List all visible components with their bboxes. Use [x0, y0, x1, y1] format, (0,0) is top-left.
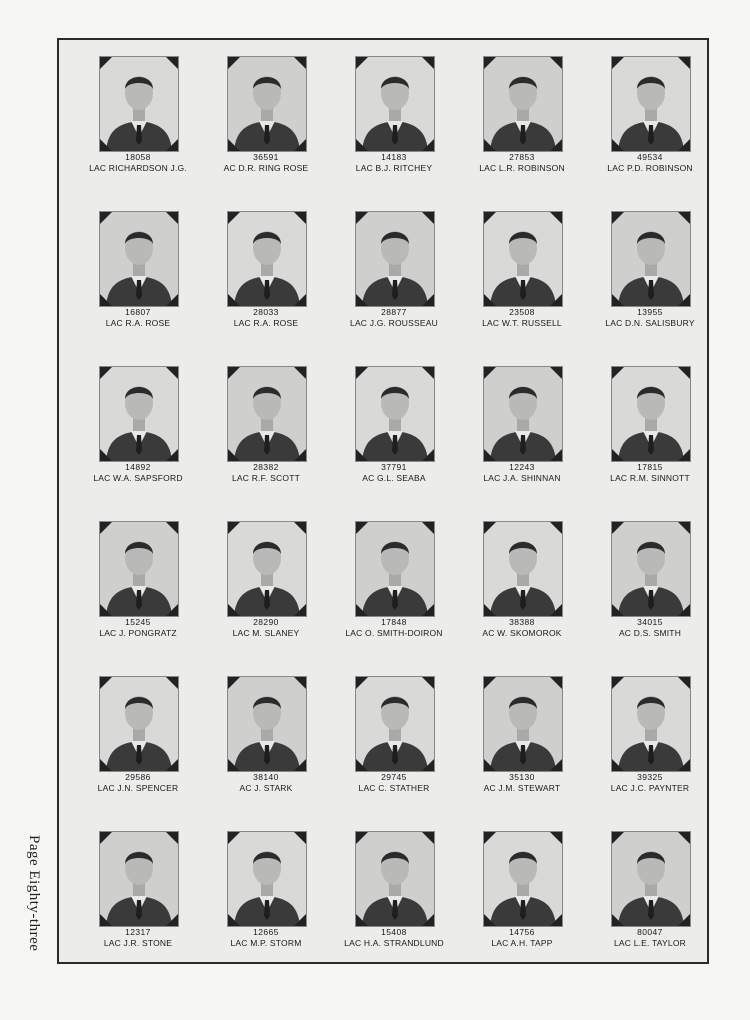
photo-corner-mount: [421, 138, 435, 152]
portrait-card: [199, 815, 327, 965]
photo-corner-mount: [677, 138, 691, 152]
portrait-card: [583, 195, 711, 345]
photo-corner-mount: [227, 293, 241, 307]
portrait-card: [455, 505, 583, 655]
photo-corner-mount: [99, 676, 113, 690]
person-name: LAC J.N. SPENCER: [97, 783, 179, 793]
photo-corner-mount: [421, 831, 435, 845]
portrait-card: [583, 505, 711, 655]
photo-corner-mount: [293, 211, 307, 225]
photo-corner-mount: [355, 603, 369, 617]
photo-corner-mount: [165, 293, 179, 307]
photo-corner-mount: [99, 293, 113, 307]
portrait-silhouette: [228, 677, 306, 771]
person-name: LAC R.F. SCOTT: [232, 473, 300, 483]
person-name: LAC W.A. SAPSFORD: [93, 473, 183, 483]
person-name: AC G.L. SEABA: [362, 473, 426, 483]
portrait-photo: [355, 366, 435, 462]
photo-corner-mount: [99, 138, 113, 152]
photo-corner-mount: [293, 913, 307, 927]
service-number: 80047: [637, 927, 663, 937]
portrait-silhouette: [484, 212, 562, 306]
portrait-card: [455, 40, 583, 190]
person-name: LAC W.T. RUSSELL: [482, 318, 562, 328]
person-name: LAC A.H. TAPP: [491, 938, 553, 948]
portrait-photo: [227, 831, 307, 927]
portrait-silhouette: [356, 677, 434, 771]
portrait-card: [199, 195, 327, 345]
photo-corner-mount: [227, 603, 241, 617]
photo-corner-mount: [611, 676, 625, 690]
portrait-photo: [483, 56, 563, 152]
photo-corner-mount: [293, 758, 307, 772]
service-number: 38140: [253, 772, 279, 782]
portrait-silhouette: [356, 212, 434, 306]
service-number: 15408: [381, 927, 407, 937]
portrait-card: [199, 350, 327, 500]
photo-corner-mount: [549, 138, 563, 152]
portrait-photo: [483, 521, 563, 617]
photo-corner-mount: [227, 56, 241, 70]
photo-corner-mount: [677, 758, 691, 772]
portrait-photo: [227, 211, 307, 307]
photo-corner-mount: [227, 521, 241, 535]
photo-corner-mount: [549, 603, 563, 617]
service-number: 28033: [253, 307, 279, 317]
photo-corner-mount: [355, 758, 369, 772]
photo-corner-mount: [611, 293, 625, 307]
photo-corner-mount: [227, 138, 241, 152]
person-name: AC J. STARK: [239, 783, 293, 793]
portrait-card: [455, 350, 583, 500]
person-name: LAC M. SLANEY: [232, 628, 300, 638]
photo-corner-mount: [99, 211, 113, 225]
photo-corner-mount: [355, 293, 369, 307]
photo-corner-mount: [677, 521, 691, 535]
photo-corner-mount: [355, 913, 369, 927]
person-name: LAC RICHARDSON J.G.: [89, 163, 187, 173]
photo-corner-mount: [355, 366, 369, 380]
portrait-silhouette: [484, 367, 562, 461]
service-number: 49534: [637, 152, 663, 162]
portrait-card: [327, 660, 455, 810]
photo-corner-mount: [611, 913, 625, 927]
portrait-silhouette: [100, 57, 178, 151]
portrait-card: [455, 195, 583, 345]
portrait-card: [327, 40, 455, 190]
portrait-silhouette: [228, 57, 306, 151]
service-number: 28877: [381, 307, 407, 317]
photo-corner-mount: [355, 211, 369, 225]
photo-corner-mount: [677, 913, 691, 927]
person-name: LAC O. SMITH-DOIRON: [345, 628, 443, 638]
portrait-card: [327, 815, 455, 965]
portrait-photo: [355, 831, 435, 927]
service-number: 38388: [509, 617, 535, 627]
photo-corner-mount: [165, 56, 179, 70]
photo-corner-mount: [611, 831, 625, 845]
photo-corner-mount: [421, 448, 435, 462]
portrait-silhouette: [612, 212, 690, 306]
photo-corner-mount: [165, 831, 179, 845]
photo-corner-mount: [677, 676, 691, 690]
portrait-photo: [611, 831, 691, 927]
photo-corner-mount: [549, 521, 563, 535]
portrait-card: [583, 350, 711, 500]
service-number: 28290: [253, 617, 279, 627]
portrait-photo: [355, 676, 435, 772]
photo-corner-mount: [483, 211, 497, 225]
photo-corner-mount: [483, 676, 497, 690]
portrait-card: [71, 195, 199, 345]
portrait-silhouette: [100, 832, 178, 926]
photo-corner-mount: [549, 56, 563, 70]
portrait-silhouette: [228, 522, 306, 616]
service-number: 29745: [381, 772, 407, 782]
person-name: AC W. SKOMOROK: [482, 628, 562, 638]
photo-corner-mount: [165, 913, 179, 927]
portrait-silhouette: [484, 522, 562, 616]
photo-corner-mount: [611, 138, 625, 152]
photo-corner-mount: [677, 56, 691, 70]
photo-corner-mount: [483, 521, 497, 535]
portrait-photo: [99, 56, 179, 152]
service-number: 35130: [509, 772, 535, 782]
service-number: 15245: [125, 617, 151, 627]
person-name: LAC J. PONGRATZ: [99, 628, 177, 638]
photo-corner-mount: [293, 831, 307, 845]
portrait-silhouette: [100, 367, 178, 461]
photo-corner-mount: [355, 448, 369, 462]
portrait-silhouette: [356, 57, 434, 151]
photo-corner-mount: [355, 676, 369, 690]
portrait-silhouette: [356, 832, 434, 926]
photo-corner-mount: [549, 293, 563, 307]
photo-corner-mount: [227, 676, 241, 690]
portrait-card: [71, 350, 199, 500]
person-name: LAC M.P. STORM: [230, 938, 302, 948]
portrait-photo: [611, 56, 691, 152]
photo-corner-mount: [293, 676, 307, 690]
service-number: 37791: [381, 462, 407, 472]
photo-corner-mount: [549, 758, 563, 772]
photo-corner-mount: [355, 138, 369, 152]
portrait-card: [199, 660, 327, 810]
photo-corner-mount: [611, 603, 625, 617]
service-number: 18058: [125, 152, 151, 162]
person-name: LAC J.C. PAYNTER: [610, 783, 690, 793]
photo-corner-mount: [165, 603, 179, 617]
portrait-silhouette: [100, 522, 178, 616]
portrait-silhouette: [100, 677, 178, 771]
portrait-plate: [57, 38, 709, 964]
portrait-silhouette: [100, 212, 178, 306]
photo-corner-mount: [165, 211, 179, 225]
service-number: 14892: [125, 462, 151, 472]
photo-corner-mount: [611, 366, 625, 380]
service-number: 27853: [509, 152, 535, 162]
portrait-photo: [99, 831, 179, 927]
portrait-photo: [355, 56, 435, 152]
portrait-photo: [227, 56, 307, 152]
photo-corner-mount: [421, 676, 435, 690]
portrait-photo: [483, 676, 563, 772]
photo-corner-mount: [227, 831, 241, 845]
person-name: LAC P.D. ROBINSON: [607, 163, 693, 173]
portrait-photo: [99, 676, 179, 772]
portrait-photo: [99, 366, 179, 462]
service-number: 28382: [253, 462, 279, 472]
portrait-silhouette: [484, 832, 562, 926]
service-number: 23508: [509, 307, 535, 317]
photo-corner-mount: [165, 138, 179, 152]
service-number: 29586: [125, 772, 151, 782]
photo-corner-mount: [99, 366, 113, 380]
photo-corner-mount: [227, 758, 241, 772]
person-name: LAC L.R. ROBINSON: [479, 163, 565, 173]
photo-corner-mount: [355, 56, 369, 70]
service-number: 13955: [637, 307, 663, 317]
photo-corner-mount: [421, 211, 435, 225]
portrait-card: [71, 815, 199, 965]
photo-corner-mount: [549, 211, 563, 225]
portrait-silhouette: [612, 832, 690, 926]
service-number: 12665: [253, 927, 279, 937]
photo-corner-mount: [165, 758, 179, 772]
photo-corner-mount: [293, 448, 307, 462]
photo-corner-mount: [99, 758, 113, 772]
service-number: 14183: [381, 152, 407, 162]
photo-corner-mount: [549, 448, 563, 462]
portrait-photo: [227, 676, 307, 772]
photo-corner-mount: [293, 56, 307, 70]
photo-corner-mount: [677, 366, 691, 380]
portrait-photo: [611, 521, 691, 617]
photo-corner-mount: [421, 366, 435, 380]
portrait-photo: [483, 366, 563, 462]
photo-corner-mount: [483, 603, 497, 617]
portrait-photo: [99, 211, 179, 307]
person-name: LAC L.E. TAYLOR: [614, 938, 686, 948]
portrait-photo: [99, 521, 179, 617]
photo-corner-mount: [165, 676, 179, 690]
portrait-photo: [611, 676, 691, 772]
photo-corner-mount: [483, 56, 497, 70]
portrait-silhouette: [484, 57, 562, 151]
portrait-silhouette: [356, 522, 434, 616]
photo-corner-mount: [293, 293, 307, 307]
portrait-photo: [355, 521, 435, 617]
service-number: 12317: [125, 927, 151, 937]
photo-corner-mount: [677, 831, 691, 845]
portrait-silhouette: [612, 57, 690, 151]
photo-corner-mount: [421, 758, 435, 772]
person-name: LAC J.G. ROUSSEAU: [350, 318, 438, 328]
service-number: 36591: [253, 152, 279, 162]
portrait-card: [455, 660, 583, 810]
portrait-card: [583, 40, 711, 190]
service-number: 17848: [381, 617, 407, 627]
portrait-card: [199, 40, 327, 190]
portrait-photo: [611, 366, 691, 462]
photo-corner-mount: [677, 448, 691, 462]
photo-corner-mount: [483, 138, 497, 152]
portrait-card: [327, 195, 455, 345]
portrait-photo: [611, 211, 691, 307]
photo-corner-mount: [611, 448, 625, 462]
person-name: LAC R.A. ROSE: [233, 318, 299, 328]
portrait-silhouette: [612, 367, 690, 461]
person-name: LAC J.A. SHINNAN: [483, 473, 561, 483]
portrait-silhouette: [484, 677, 562, 771]
portrait-silhouette: [228, 367, 306, 461]
photo-corner-mount: [227, 211, 241, 225]
photo-corner-mount: [611, 758, 625, 772]
photo-corner-mount: [677, 603, 691, 617]
photo-corner-mount: [677, 211, 691, 225]
portrait-card: [583, 660, 711, 810]
service-number: 34015: [637, 617, 663, 627]
portrait-card: [71, 40, 199, 190]
person-name: LAC R.M. SINNOTT: [610, 473, 690, 483]
photo-corner-mount: [227, 366, 241, 380]
photo-corner-mount: [99, 56, 113, 70]
page-caption: Page Eighty-three: [26, 835, 42, 952]
photo-corner-mount: [227, 448, 241, 462]
photo-corner-mount: [165, 366, 179, 380]
photo-corner-mount: [99, 831, 113, 845]
person-name: LAC H.A. STRANDLUND: [344, 938, 444, 948]
person-name: AC D.S. SMITH: [618, 628, 682, 638]
portrait-photo: [355, 211, 435, 307]
service-number: 16807: [125, 307, 151, 317]
portrait-photo: [483, 211, 563, 307]
photo-corner-mount: [421, 603, 435, 617]
photo-corner-mount: [165, 448, 179, 462]
photo-corner-mount: [677, 293, 691, 307]
photo-corner-mount: [165, 521, 179, 535]
photo-corner-mount: [549, 676, 563, 690]
person-name: LAC D.N. SALISBURY: [605, 318, 695, 328]
portrait-card: [71, 660, 199, 810]
service-number: 17815: [637, 462, 663, 472]
portrait-photo: [227, 521, 307, 617]
photo-corner-mount: [355, 521, 369, 535]
service-number: 12243: [509, 462, 535, 472]
service-number: 39325: [637, 772, 663, 782]
portrait-photo: [227, 366, 307, 462]
person-name: LAC R.A. ROSE: [105, 318, 171, 328]
photo-corner-mount: [293, 521, 307, 535]
photo-corner-mount: [483, 831, 497, 845]
person-name: LAC J.R. STONE: [103, 938, 173, 948]
person-name: AC J.M. STEWART: [483, 783, 561, 793]
service-number: 14756: [509, 927, 535, 937]
portrait-card: [327, 350, 455, 500]
photo-corner-mount: [549, 913, 563, 927]
photo-corner-mount: [99, 448, 113, 462]
photo-corner-mount: [99, 603, 113, 617]
person-name: AC D.R. RING ROSE: [223, 163, 309, 173]
photo-corner-mount: [483, 913, 497, 927]
portrait-card: [327, 505, 455, 655]
photo-corner-mount: [293, 138, 307, 152]
photo-corner-mount: [227, 913, 241, 927]
photo-corner-mount: [293, 603, 307, 617]
photo-corner-mount: [483, 366, 497, 380]
photo-corner-mount: [483, 448, 497, 462]
photo-corner-mount: [421, 521, 435, 535]
portrait-card: [199, 505, 327, 655]
portrait-grid: [59, 40, 707, 962]
photo-corner-mount: [355, 831, 369, 845]
portrait-card: [455, 815, 583, 965]
portrait-card: [583, 815, 711, 965]
portrait-silhouette: [612, 677, 690, 771]
photo-corner-mount: [549, 366, 563, 380]
photo-corner-mount: [611, 56, 625, 70]
portrait-silhouette: [612, 522, 690, 616]
person-name: LAC B.J. RITCHEY: [355, 163, 433, 173]
photo-corner-mount: [483, 758, 497, 772]
photo-corner-mount: [483, 293, 497, 307]
portrait-silhouette: [356, 367, 434, 461]
photo-corner-mount: [611, 211, 625, 225]
portrait-silhouette: [228, 212, 306, 306]
photo-corner-mount: [421, 56, 435, 70]
photo-corner-mount: [293, 366, 307, 380]
photo-corner-mount: [99, 521, 113, 535]
photo-corner-mount: [549, 831, 563, 845]
portrait-silhouette: [228, 832, 306, 926]
photo-corner-mount: [421, 913, 435, 927]
person-name: LAC C. STATHER: [358, 783, 430, 793]
portrait-photo: [483, 831, 563, 927]
photo-corner-mount: [611, 521, 625, 535]
photo-corner-mount: [421, 293, 435, 307]
photo-corner-mount: [99, 913, 113, 927]
portrait-card: [71, 505, 199, 655]
